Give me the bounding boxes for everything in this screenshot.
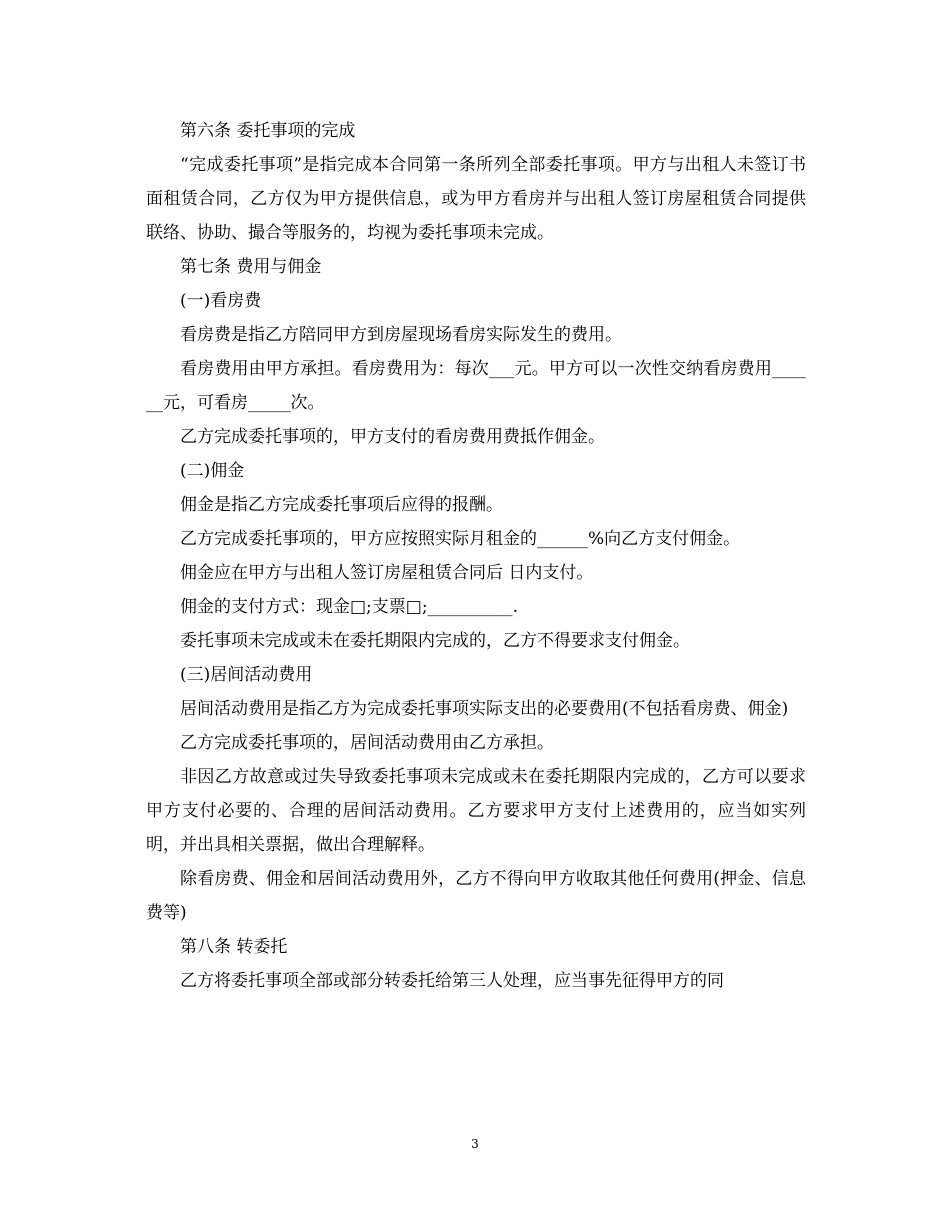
article-6-heading: 第六条 委托事项的完成 bbox=[180, 121, 356, 141]
brokerage-expenses-reimbursement: 非因乙方故意或过失导致委托事项未完成或未在委托期限内完成的，乙方可以要求甲方支付必要的、合理的居间活动费用。乙方要求甲方支付上述费用的，应当如实列明，并出具相关票据，做出合理解释。 bbox=[146, 767, 806, 855]
document-body bbox=[146, 114, 806, 998]
brokerage-expenses-borne: 乙方完成委托事项的，居间活动费用由乙方承担。 bbox=[180, 733, 554, 753]
commission-payment-method: 佣金的支付方式：现金□;支票□;__________. bbox=[180, 597, 518, 617]
article-6-paragraph: “完成委托事项”是指完成本合同第一条所列全部委托事项。甲方与出租人未签订书面租赁合同，乙方仅为甲方提供信息，或为甲方看房并与出租人签订房屋租赁合同提供联络、协助、撮合等服务的，均视为委托事项未完成。 bbox=[146, 155, 806, 243]
section-viewing-fee-heading: (一)看房费 bbox=[180, 291, 262, 311]
brokerage-expenses-definition: 居间活动费用是指乙方为完成委托事项实际支出的必要费用(不包括看房费、佣金) bbox=[180, 699, 789, 719]
page-number: 3 bbox=[471, 1137, 479, 1151]
article-8-paragraph: 乙方将委托事项全部或部分转委托给第三人处理，应当事先征得甲方的同 bbox=[180, 971, 724, 991]
viewing-fee-offset: 乙方完成委托事项的，甲方支付的看房费用费抵作佣金。 bbox=[180, 427, 605, 447]
section-brokerage-expenses-heading: (三)居间活动费用 bbox=[180, 665, 313, 685]
article-8-heading: 第八条 转委托 bbox=[180, 937, 288, 957]
section-commission-heading: (二)佣金 bbox=[180, 461, 245, 481]
no-other-fees: 除看房费、佣金和居间活动费用外，乙方不得向甲方收取其他任何费用(押金、信息费等) bbox=[146, 869, 806, 923]
article-7-heading: 第七条 费用与佣金 bbox=[180, 257, 322, 277]
commission-deadline: 佣金应在甲方与出租人签订房屋租赁合同后 日内支付。 bbox=[180, 563, 594, 583]
viewing-fee-amount: 看房费用由甲方承担。看房费用为：每次___元。甲方可以一次性交纳看房费用______元，可看房_____次。 bbox=[146, 359, 806, 413]
commission-definition: 佣金是指乙方完成委托事项后应得的报酬。 bbox=[180, 495, 503, 515]
commission-rate: 乙方完成委托事项的，甲方应按照实际月租金的______%向乙方支付佣金。 bbox=[180, 529, 741, 549]
commission-not-payable: 委托事项未完成或未在委托期限内完成的，乙方不得要求支付佣金。 bbox=[180, 631, 690, 651]
viewing-fee-definition: 看房费是指乙方陪同甲方到房屋现场看房实际发生的费用。 bbox=[180, 325, 622, 345]
